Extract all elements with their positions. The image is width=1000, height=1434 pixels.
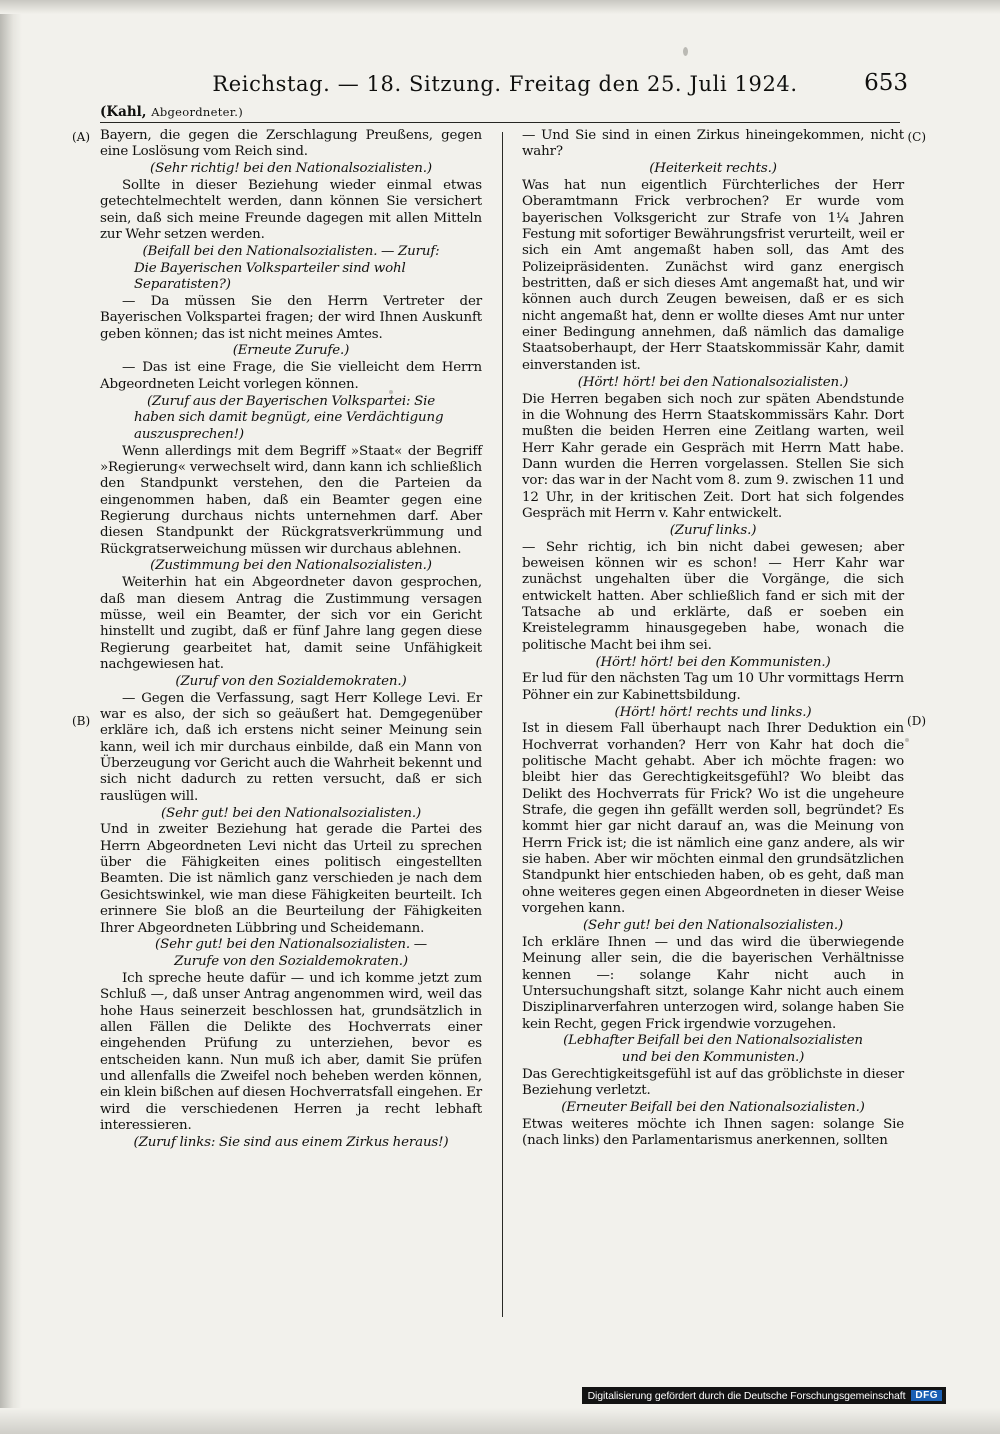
header-title: Reichstag. — 18. Sitzung. Freitag den 25. Juli 1924. <box>212 72 798 96</box>
speaker-name: (Kahl, <box>100 104 147 120</box>
body-paragraph: Wenn allerdings mit dem Begriff »Staat« der Begriff »Regierung« verwechselt wird, dann kann ich schließlich den Standpunkt verstehen, den die Parteien da eingenommen haben, daß ein Beamter gegen eine Regierung durchaus nichts unternehmen darf. Aber diesen Standpunkt der Rückgratsverkrümmung und Rückgratserweichung müssen wir durchaus ablehnen. <box>100 443 482 557</box>
running-header <box>100 72 910 96</box>
page-edge-top <box>0 0 1000 14</box>
interjection-line: (Sehr richtig! bei den Nationalsozialisten.) <box>150 161 432 177</box>
interjection-line: (Hört! hört! bei den Kommunisten.) <box>595 654 831 670</box>
speaker-attribution <box>100 104 243 120</box>
column-left <box>100 128 482 1328</box>
interjection-line: (Hört! hört! rechts und links.) <box>614 704 812 720</box>
interjection-line: (Zustimmung bei den Nationalsozialisten.) <box>150 558 432 574</box>
body-paragraph: Etwas weiteres möchte ich Ihnen sagen: solange Sie (nach links) den Parlamentarismus anerkennen, sollten <box>522 1117 904 1149</box>
interjection-line: (Zuruf von den Sozialdemokraten.) <box>175 673 407 689</box>
interjection-line: Die Bayerischen Volksparteiler sind wohl Separatisten?) <box>134 260 406 293</box>
interjection-line: (Erneuter Beifall bei den Nationalsozialisten.) <box>561 1100 865 1116</box>
body-paragraph: — Da müssen Sie den Herrn Vertreter der Bayerischen Volkspartei fragen; der wird Ihnen Auskunft geben können; das ist nicht meines Amtes. <box>100 293 482 342</box>
column-divider <box>502 132 503 1317</box>
interjection-line: (Lebhafter Beifall bei den Nationalsozialisten <box>563 1033 863 1049</box>
column-marker-c: (C) <box>907 130 926 144</box>
body-paragraph: Ich spreche heute dafür — und ich komme jetzt zum Schluß —, daß unser Antrag angenommen wird, weil das hohe Haus seinerzeit beschlossen hat, grundsätzlich in allen Fällen die Delikte des Hochverrats einer eingehenden Prüfung zu unterziehen, bevor es entscheiden kann. Nun muß ich aber, damit Sie prüfen und allenfalls die Zweifel noch beheben werden können, ein klein bißchen auf diesen Hochverratsfall eingehen. Er wird die verschiedenen Herren ja recht lebhaft interessieren. <box>100 971 482 1134</box>
body-paragraph: Die Herren begaben sich noch zur späten Abendstunde in die Wohnung des Herrn Staatskommissärs Kahr. Dort mußten die beiden Herren eine Zeitlang warten, weil Herr Kahr gerade ein Gespräch mit Herrn Matt habe. Dann wurden die Herren vorgelassen. Stellen Sie sich vor: das war in der Nacht vom 8. zum 9. zwischen 11 und 12 Uhr, in der kritischen Zeit. Dort hat sich folgendes Gespräch mit Herrn v. Kahr entwickelt. <box>522 391 904 521</box>
body-paragraph: — Gegen die Verfassung, sagt Herr Kollege Levi. Er war es also, der sich so geäußert hat. Demgegenüber erkläre ich, daß ich erstens nicht seiner Meinung sein kann, weil ich mir durchaus einbilde, daß ein Mann von Überzeugung vor Gericht auch die Wahrheit bekennt und sich nicht dadurch zu retten versucht, daß er sich rauslügen will. <box>100 690 482 804</box>
column-marker-d: (D) <box>907 714 926 728</box>
interjection-line: (Hört! hört! bei den Nationalsozialisten.) <box>577 374 849 390</box>
body-paragraph: — Das ist eine Frage, die Sie vielleicht dem Herrn Abgeordneten Leicht vorlegen können. <box>100 360 482 392</box>
body-paragraph: Sollte in dieser Beziehung wieder einmal etwas getechtelmechtelt werden, dann können Sie versichert sein, daß sich meine Freunde dagegen mit allen Mitteln zur Wehr setzen werden. <box>100 178 482 243</box>
interjection-line: und bei den Kommunisten.) <box>621 1050 805 1066</box>
page-edge-bottom <box>0 1408 1000 1434</box>
interjection-line: (Zuruf links: Sie sind aus einem Zirkus heraus!) <box>133 1134 449 1150</box>
body-paragraph: — Sehr richtig, ich bin nicht dabei gewesen; aber beweisen können wir es schon! — Herr Kahr war zunächst ungehalten über die Vorgänge, die sich entwickelt hatten. Aber schließlich fand er sich mit der Tatsache ab und erklärte, daß er soeben ein Kreistelegramm hinausgegeben habe, wonach die politische Macht bei ihm sei. <box>522 539 904 653</box>
page-number: 653 <box>864 70 908 96</box>
body-paragraph: Er lud für den nächsten Tag um 10 Uhr vormittags Herrn Pöhner ein zur Kabinettsbildung. <box>522 671 904 703</box>
dfg-logo: DFG <box>911 1390 942 1401</box>
digitization-footer-text: Digitalisierung gefördert durch die Deutsche Forschungsgemeinschaft <box>587 1389 906 1402</box>
page-edge-left <box>0 0 22 1434</box>
body-columns <box>100 128 904 1328</box>
interjection-line: haben sich damit begnügt, eine Verdächtigung auszusprechen!) <box>134 410 444 442</box>
body-paragraph: Weiterhin hat ein Abgeordneter davon gesprochen, daß man diesem Antrag die Zustimmung versagen müsse, weil ein Beamter, der sich vor ein Gericht hinstellt und zugibt, daß er fünf Jahre lang gegen diese Regierung gearbeitet hat, damit seine Unfähigkeit nachgewiesen hat. <box>100 575 482 672</box>
scan-speck <box>905 738 909 742</box>
interjection-line: (Heiterkeit rechts.) <box>649 161 777 177</box>
body-paragraph: Ist in diesem Fall überhaupt nach Ihrer Deduktion ein Hochverrat vorhanden? Herr von Kahr hat doch die politische Macht gehabt. Aber ich möchte fragen: wo bleibt hier das Gerechtigkeitsgefühl? Wo bleibt das Delikt des Hochverrats für Frick? Wo ist die ungeheure Strafe, die gegen ihn gefällt werden soll, begründet? Es kommt hier gar nicht darauf an, was die Meinung von Herrn Frick ist; die ist nämlich eine ganz andere, als wir sie haben. Aber wir möchten einmal den grundsätzlichen Standpunkt hier entschieden haben, ob es geht, daß man ohne weiteres gegen einen Abgeordneten in dieser Weise vorgehen kann. <box>522 721 904 917</box>
digitization-footer <box>582 1387 946 1404</box>
column-marker-b: (B) <box>72 714 91 728</box>
header-rule <box>100 122 900 123</box>
interjection-line: (Sehr gut! bei den Nationalsozialisten. — <box>155 937 427 953</box>
interjection-line: (Beifall bei den Nationalsozialisten. — Zuruf: <box>142 243 440 259</box>
interjection-line: (Zuruf links.) <box>669 522 757 538</box>
body-paragraph: Bayern, die gegen die Zerschlagung Preußens, gegen eine Loslösung vom Reich sind. <box>100 128 482 160</box>
column-marker-a: (A) <box>72 130 91 144</box>
body-paragraph: Ich erkläre Ihnen — und das wird die überwiegende Meinung aller sein, die die bayerischen Verhältnisse kennen —: solange Kahr nicht auch in Untersuchungshaft sitzt, solange Kahr nicht auch einem Disziplinarverfahren unterzogen wird, solange haben Sie kein Recht, gegen Frick irgendwie vorzugehen. <box>522 934 904 1032</box>
interjection-line: (Erneute Zurufe.) <box>232 343 350 359</box>
scan-speck <box>683 47 688 56</box>
interjection-line: (Zuruf aus der Bayerischen Volkspartei: Sie <box>146 393 436 409</box>
interjection-line: (Sehr gut! bei den Nationalsozialisten.) <box>582 918 844 933</box>
body-paragraph: Was hat nun eigentlich Fürchterliches der Herr Oberamtmann Frick verbrochen? Er wurde vom bayerischen Volksgericht zur Strafe von 1¼ Jahren Festung mit sofortiger Bewährungsfrist verurteilt, weil er sich ein Amt angemaßt haben soll, das Amt des Polizeipräsidenten. Zunächst wird ganz energisch bestritten, daß er sich dieses Amt angemaßt hat, und wir können auch durch Zeugen beweisen, daß er es sich nicht angemaßt hat, denn er wollte dieses Amt nur unter einer Bedingung annehmen, daß nämlich das damalige Staatsoberhaupt, der Herr Staatskommissär Kahr, damit einverstanden ist. <box>522 178 904 373</box>
interjection-line: (Sehr gut! bei den Nationalsozialisten.) <box>160 805 422 821</box>
body-paragraph: Das Gerechtigkeitsgefühl ist auf das gröblichste in dieser Beziehung verletzt. <box>522 1067 904 1099</box>
body-paragraph: Und in zweiter Beziehung hat gerade die Partei des Herrn Abgeordneten Levi nicht das Urteil zu sprechen über die Fähigkeiten eines politisch eingestellten Beamten. Die ist nämlich ganz verschieden je nach dem Gesichtswinkel, wie man diese Fähigkeiten beurteilt. Ich erinnere Sie bloß an die Beurteilung der Fähigkeiten Ihrer Abgeordneten Lübbring und Scheidemann. <box>100 822 482 936</box>
column-right <box>522 128 904 1328</box>
body-paragraph: — Und Sie sind in einen Zirkus hineingekommen, nicht wahr? <box>522 128 904 160</box>
interjection-line: Zurufe von den Sozialdemokraten.) <box>174 954 408 970</box>
speaker-role: Abgeordneter.) <box>151 105 244 119</box>
